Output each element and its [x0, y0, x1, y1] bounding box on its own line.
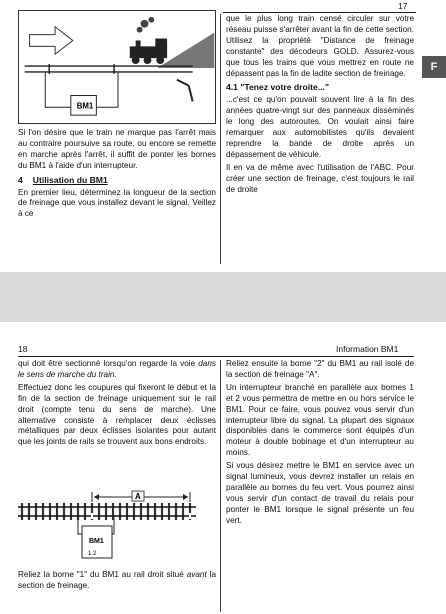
- terminal-labels: 1 2: [88, 551, 97, 557]
- direction-arrow-icon: [30, 27, 73, 55]
- arrow-left-icon: [94, 494, 99, 500]
- paragraph: Un interrupteur branché en parallèle aux bornes 1 et 2 vous permettra de mettre en ou hors service le BM1. Pour ce faire, vous pouvez vous servir d'un interrupteur libre du signal. La plupart des signaux disponibles dans le commerce sont équipés d'un moteur à double bobinage et d'un interrupteur au moins.: [226, 382, 414, 458]
- left-column-bottom: [18, 570, 216, 594]
- column-divider: [220, 360, 221, 612]
- left-column: [18, 128, 216, 222]
- paragraph: Reliez la borne "1" du BM1 au rail droit situé avant la section de freinage.: [18, 570, 216, 590]
- page-header: Information BM1: [336, 344, 399, 354]
- language-tab: F: [422, 56, 446, 78]
- paragraph: qui doit être sectionné lorsqu'on regarde la voie dans le sens de marche du train.: [18, 359, 216, 379]
- locomotive-icon: [130, 17, 167, 64]
- header-rule: [18, 356, 414, 357]
- track-sleepers: [22, 503, 190, 520]
- wire-left: [45, 72, 71, 107]
- arrow-right-icon: [183, 494, 188, 500]
- header-rule: [223, 12, 416, 13]
- section-heading: 4.1 "Tenez votre droite...": [226, 82, 330, 93]
- page-number: 17: [398, 1, 408, 11]
- bm1-module-label: BM1: [89, 538, 104, 545]
- wire-right: [96, 72, 118, 107]
- signal-icon: [177, 80, 193, 102]
- page-17: [0, 0, 446, 272]
- column-divider: [220, 14, 221, 264]
- right-column: [226, 14, 414, 198]
- page-number: 18: [18, 344, 28, 354]
- paragraph: que le plus long train censé circuler sur votre réseau puisse s'arrêter avant la fin de cette section. Utilisez la propriété "Distance de freinage constante" des décodeurs GOLD. Assurez-vous que tous les trains que vous mettrez en route ne dépassent pas la fin de ladite section de freinage.: [226, 14, 414, 78]
- paragraph: Si vous désirez mettre le BM1 en service avec un signal lumineux, vous devrez installer un relais en parallèle au bornes du feu vert. Vous pourrez ainsi vous servir d'un contact de travail du relais pour ponter le BM1 lorsque le signal présente un feu vert.: [226, 461, 414, 525]
- section-title: Utilisation du BM1: [32, 174, 108, 185]
- section-heading: [18, 175, 216, 186]
- paragraph: En premier lieu, déterminez la longueur de la section de freinage que vous installez devant le signal. Veillez à ce: [18, 187, 216, 219]
- paragraph: Il en va de même avec l'utilisation de l'ABC. Pour créer une section de freinage, c'est toujours le rail de droite: [226, 162, 414, 194]
- right-column: [226, 359, 414, 529]
- paragraph: Si l'on désire que le train ne marque pas l'arrêt mais au contraire poursuive sa route, ou encore se remette en marche après l'arrêt, il suffit de ponter les bornes du BM1 à l'aide d'un interrupteur.: [18, 128, 216, 170]
- paragraph: ...c'est ce qu'on pouvait souvent lire à la fin des années quatre-vingt sur des panneaux disséminés le long des autoroutes. On voulait ainsi faire remarquer aux automobilistes qu'ils devaient reprendre la bande de droite après un dépassement de véhicule.: [226, 95, 414, 159]
- left-column: [18, 359, 216, 450]
- bm1-module-label: BM1: [76, 101, 94, 111]
- braking-section-figure: [18, 10, 216, 124]
- section-label: A: [135, 492, 141, 501]
- section-a-figure: [18, 488, 198, 566]
- page-18: [0, 322, 446, 614]
- paragraph: Effectuez donc les coupures qui fixeront le début et la fin de la section de freinage uniquement sur le rail droit (compte tenu du sens de marche). Une alternative consiste à remplacer deux éclisses métalliques par deux éclisses isolantes pour autant que les joints de rails se trouvent aux bons endroits.: [18, 382, 216, 447]
- page-gap: [0, 272, 446, 322]
- section-number: 4: [18, 174, 23, 185]
- paragraph: Reliez ensuite la borne "2" du BM1 au rail isolé de la section de freinage "A".: [226, 359, 414, 379]
